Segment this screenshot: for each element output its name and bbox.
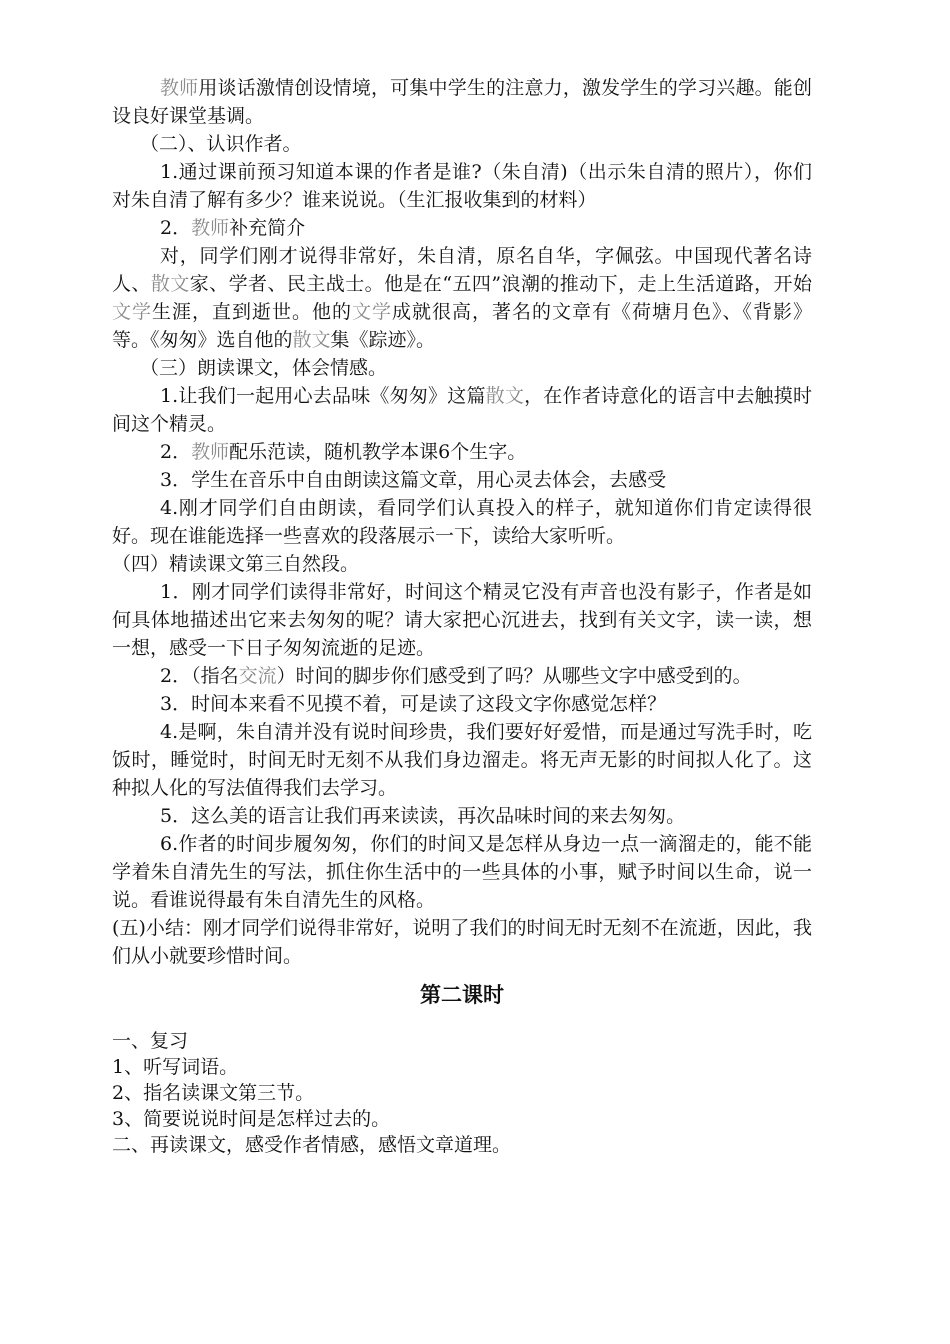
keyword-link[interactable]: 散文 [150,273,190,295]
paragraph: 1.通过课前预习知道本课的作者是谁?（朱自清)（出示朱自清的照片），你们对朱自清了解有多少？谁来说说。（生汇报收集到的材料） [112,161,812,211]
paragraph: 4.刚才同学们自由朗读，看同学们认真投入的样子，就知道你们肯定读得很好。现在谁能选择一些喜欢的段落展示一下，读给大家听听。 [112,497,812,547]
paragraph: 1.让我们一起用心去品味《匆匆》这篇散文，在作者诗意化的语言中去触摸时间这个精灵。 [112,385,812,435]
list-item: 一、复习 [112,1030,189,1052]
section-heading-close-reading: （四）精读课文第三自然段。 [112,553,360,575]
paragraph: 2．教师配乐范读，随机教学本课6个生字。 [160,441,527,463]
list-item: 二、再读课文，感受作者情感，感悟文章道理。 [112,1134,512,1156]
paragraph: 3．时间本来看不见摸不着，可是读了这段文字你感觉怎样？ [160,693,667,715]
keyword-link[interactable]: 散文 [292,329,331,351]
keyword-link[interactable]: 教师 [160,77,199,99]
keyword-link[interactable]: 交流 [238,665,277,687]
keyword-link[interactable]: 散文 [485,385,525,407]
paragraph: 2．教师补充简介 [160,217,306,239]
section-heading-author: （二）、认识作者。 [140,133,302,155]
paragraph: 4.是啊，朱自清并没有说时间珍贵，我们要好好爱惜，而是通过写洗手时，吃饭时，睡觉时，时间无时无刻不从我们身边溜走。将无声无影的时间拟人化了。这种拟人化的写法值得我们去学习。 [112,721,812,799]
list-item: 2、指名读课文第三节。 [112,1082,315,1104]
list-item: 1、听写词语。 [112,1056,239,1078]
keyword-link[interactable]: 文学 [351,301,392,323]
list-item: 3、简要说说时间是怎样过去的。 [112,1108,391,1130]
paragraph: 1．刚才同学们读得非常好，时间这个精灵它没有声音也没有影子，作者是如何具体地描述出它来去匆匆的呢？请大家把心沉进去，找到有关文字，读一读，想一想，感受一下日子匆匆流逝的足迹。 [112,581,812,659]
paragraph: 3．学生在音乐中自由朗读这篇文章，用心灵去体会，去感受 [160,469,667,491]
summary-paragraph: (五)小结：刚才同学们说得非常好，说明了我们的时间无时无刻不在流逝，因此，我们从小就要珍惜时间。 [112,917,812,967]
keyword-link[interactable]: 教师 [191,217,230,239]
section-heading-reading: （三）朗读课文，体会情感。 [140,357,388,379]
author-bio-paragraph: 对，同学们刚才说得非常好，朱自清，原名自华，字佩弦。中国现代著名诗人、散文家、学者、民主战士。他是在“五四”浪潮的推动下，走上生活道路，开始文学生涯，直到逝世。他的文学成就很高，著名的文章有《荷塘月色》、《背影》等。《匆匆》选自他的散文集《踪迹》。 [112,245,812,351]
lesson-two-title: 第二课时 [420,983,504,1007]
paragraph: 6.作者的时间步履匆匆，你们的时间又是怎样从身边一点一滴溜走的，能不能学着朱自清先生的写法，抓住你生活中的一些具体的小事，赋予时间以生命，说一说。看谁说得最有朱自清先生的风格。 [112,833,812,911]
document-body [112,74,812,1158]
keyword-link[interactable]: 教师 [191,441,230,463]
lesson-two-list [112,1028,812,1158]
keyword-link[interactable]: 文学 [112,301,152,323]
intro-paragraph: 教师用谈话激情创设情境，可集中学生的注意力，激发学生的学习兴趣。能创设良好课堂基调。 [112,77,812,127]
paragraph: 5．这么美的语言让我们再来读读，再次品味时间的来去匆匆。 [160,805,686,827]
paragraph: 2．（指名交流）时间的脚步你们感受到了吗？从哪些文字中感受到的。 [160,665,752,687]
